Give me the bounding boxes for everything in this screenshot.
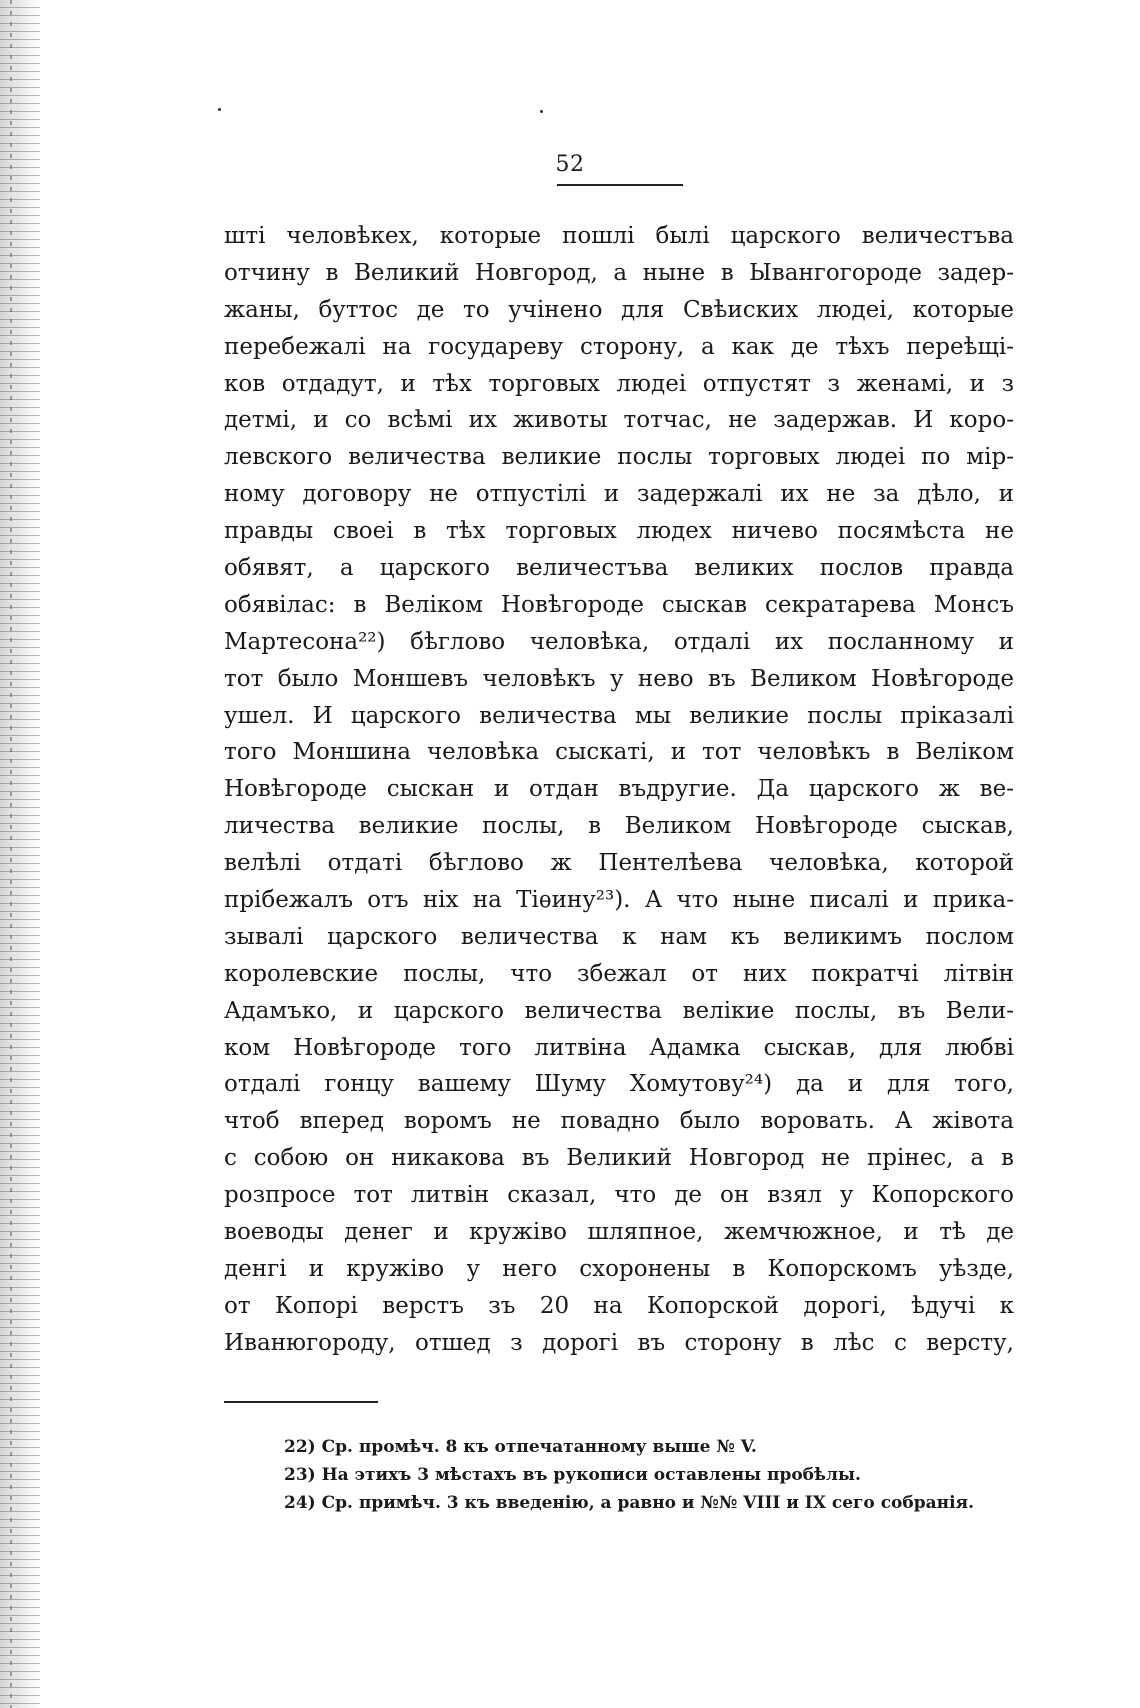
text-line: ком Новѣгороде того литвіна Адамка сыскав, для любві <box>224 1034 1014 1061</box>
scan-speck <box>540 110 543 113</box>
text-line: велѣлі отдаті бѣглово ж Пентелѣева человѣка, которой <box>224 850 1014 877</box>
binding-edge-marks <box>10 0 12 1708</box>
text-line: обявят, а царского величестъва великих послов правда <box>224 555 1014 582</box>
text-line: зывалі царского величества к нам къ великимъ послом <box>224 923 1014 950</box>
text-line: личества великие послы, в Великом Новѣгороде сыскав, <box>224 813 1014 840</box>
header-rule <box>557 184 683 186</box>
text-line: денгі и кружіво у него схоронены в Копорскомъ уѣзде, <box>224 1255 1014 1282</box>
text-line: королевские послы, что збежал от них пократчі літвін <box>224 960 1014 987</box>
text-line: того Моншина человѣка сыскаті, и тот человѣкъ в Веліком <box>224 739 1014 766</box>
text-line: ному договору не отпустілі и задержалі их не за дѣло, и <box>224 481 1014 508</box>
footnote: 22) Ср. промѣч. 8 къ отпечатанному выше № V. <box>284 1437 757 1457</box>
text-line: от Копорі верстъ зъ 20 на Копорской дорогі, ѣдучі к <box>224 1292 1014 1319</box>
text-line: обявілас: в Веліком Новѣгороде сыскав секратарева Монсъ <box>224 591 1014 618</box>
text-line: перебежалі на государеву сторону, а как де тѣхъ переѣщі- <box>224 333 1014 360</box>
scanned-page-edge <box>0 0 40 1708</box>
text-line: правды своеі в тѣх торговых людех ничево посямѣста не <box>224 518 1014 545</box>
text-line: розпросе тот литвін сказал, что де он взял у Копорского <box>224 1182 1014 1209</box>
text-line: отдалі гонцу вашему Шуму Хомутову²⁴) да и для того, <box>224 1071 1014 1098</box>
footnote: 23) На этихъ 3 мѣстахъ въ рукописи оставлены пробѣлы. <box>284 1465 861 1485</box>
text-line: Адамъко, и царского величества велікие послы, въ Вели- <box>224 997 1014 1024</box>
text-line: детмі, и со всѣмі их животы тотчас, не задержав. И коро- <box>224 407 1014 434</box>
text-line: с собою он никакова въ Великий Новгород не прінес, а в <box>224 1145 1014 1172</box>
text-line: левского величества великие послы торговых людеі по мір- <box>224 444 1014 471</box>
text-line: Иванюгороду, отшед з дорогі въ сторону в лѣс с версту, <box>224 1329 1014 1356</box>
footnote: 24) Ср. примѣч. 3 къ введенію, а равно и №№ VIII и IX сего собранія. <box>284 1493 975 1513</box>
text-line: чтоб вперед воромъ не повадно было воровать. А жівота <box>224 1108 1014 1135</box>
text-line: воеводы денег и кружіво шляпное, жемчюжное, и тѣ де <box>224 1219 1014 1246</box>
text-line: Мартесона²²) бѣглово человѣка, отдалі их посланному и <box>224 628 1014 655</box>
footnotes <box>284 1433 1024 1517</box>
body-text <box>224 218 1014 1362</box>
page-number: 52 <box>555 152 585 177</box>
footnote-rule <box>224 1401 378 1403</box>
text-line: отчину в Великий Новгород, а ныне в Ывангогороде задер- <box>224 259 1014 286</box>
scan-speck <box>218 108 221 111</box>
text-line: прібежалъ отъ ніх на Тіѳину²³). А что ныне писалі и прика- <box>224 887 1014 914</box>
text-line: жаны, буттос де то учінено для Свѣиских людеі, которые <box>224 296 1014 323</box>
text-line: ушел. И царского величества мы великие послы пріказалі <box>224 702 1014 729</box>
text-line: Новѣгороде сыскан и отдан въдругие. Да царского ж ве- <box>224 776 1014 803</box>
text-line: тот было Моншевъ человѣкъ у нево въ Великом Новѣгороде <box>224 665 1014 692</box>
text-line: шті человѣкех, которые пошлі былі царского величестъва <box>224 223 1014 249</box>
text-line: ков отдадут, и тѣх торговых людеі отпустят з женамі, и з <box>224 370 1014 397</box>
